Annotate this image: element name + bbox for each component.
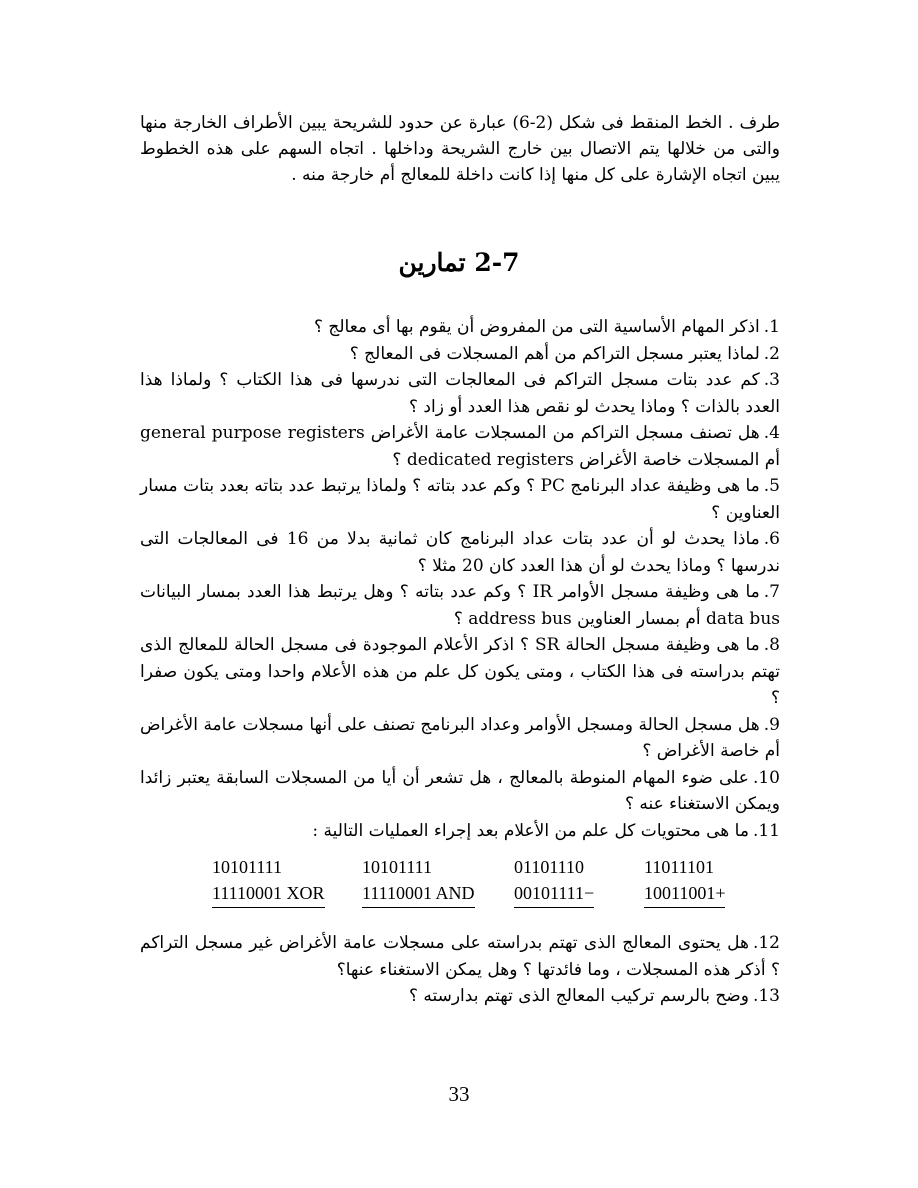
operand-top: 11011101	[644, 857, 714, 877]
exercise-number: .3	[763, 370, 780, 390]
exercise-item	[140, 818, 780, 845]
operand-bottom: 00101111−	[514, 880, 594, 908]
exercise-item	[140, 526, 780, 579]
exercise-item	[140, 420, 780, 473]
exercise-item	[140, 367, 780, 420]
exercise-number: .1	[763, 317, 780, 337]
exercise-number: .2	[763, 343, 780, 364]
exercise-text: هل يحتوى المعالج الذى تهتم بدراسته على مسجلات عامة الأغراض غير مسجل التراكم ؟ أذكر هذه المسجلات ، وما فائدتها ؟ وهل يمكن الاستغناء عنها؟	[140, 933, 780, 980]
exercise-item	[140, 314, 780, 341]
operation-xor	[212, 854, 325, 908]
exercise-item	[140, 632, 780, 712]
exercise-number: .10	[752, 767, 780, 788]
exercise-number: .11	[752, 820, 780, 841]
exercise-number: .4	[763, 423, 780, 443]
exercise-number: .7	[763, 582, 780, 602]
exercise-text: وضح بالرسم تركيب المعالج الذى تهتم بدارسته ؟	[408, 986, 749, 1006]
exercise-number: .5	[763, 476, 780, 496]
operand-top: 01101110	[514, 857, 584, 877]
exercise-text: على ضوء المهام المنوطة بالمعالج ، هل تشعر أن أيا من المسجلات السابقة يعتبر زائدا ويمكن الاستغناء عنه ؟	[140, 767, 780, 814]
operand-bottom: 10011001+	[644, 880, 725, 908]
exercise-number: .8	[763, 635, 780, 655]
operation-subtract	[514, 854, 594, 908]
exercise-item	[140, 579, 780, 632]
exercise-item	[140, 983, 780, 1010]
binary-operations	[212, 854, 772, 912]
exercise-text: هل تصنف مسجل التراكم من المسجلات عامة الأغراض general purpose registers أم المسجلات خاصة الأغراض dedicated registers ؟	[140, 423, 780, 470]
exercise-text: ما هى محتويات كل علم من الأعلام بعد إجراء العمليات التالية :	[312, 820, 749, 841]
section-number: 2-7	[474, 248, 520, 277]
operation-and	[362, 854, 475, 908]
exercise-text: ما هى وظيفة عداد البرنامج PC ؟ وكم عدد بتاته ؟ ولماذا يرتبط عدد بتاته بعدد بتات مسار العناوين ؟	[140, 476, 780, 523]
exercise-number: .6	[763, 529, 780, 549]
exercise-item	[140, 765, 780, 818]
section-heading	[0, 248, 918, 277]
page-number: 33	[448, 1082, 470, 1106]
exercise-text: اذكر المهام الأساسية التى من المفروض أن يقوم بها أى معالج ؟	[313, 317, 760, 337]
exercise-list	[140, 314, 780, 844]
exercise-text: لماذا يعتبر مسجل التراكم من أهم المسجلات فى المعالج ؟	[349, 343, 760, 364]
intro-paragraph: طرف . الخط المنقط فى شكل (2-6) عبارة عن حدود للشريحة يبين الأطراف الخارجة منها والتى من خلالها يتم الاتصال بين خارج الشريحة وداخلها . اتجاه السهم على هذه الخطوط يبين اتجاه الإشارة على كل منها إذا كانت داخلة للمعالج أم خارجة منه .	[140, 113, 780, 185]
exercise-text: كم عدد بتات مسجل التراكم فى المعالجات التى ندرسها فى هذا الكتاب ؟ ولماذا هذا العدد بالذات ؟ وماذا يحدث لو نقص هذا العدد أو زاد ؟	[140, 370, 780, 417]
exercise-text: ما هى وظيفة مسجل الحالة SR ؟ اذكر الأعلام الموجودة فى مسجل الحالة للمعالج الذى تهتم بدراسته فى هذا الكتاب ، ومتى يكون كل علم من هذه الأعلام واحدا ومتى يكون صفرا ؟	[140, 635, 780, 708]
exercise-item	[140, 341, 780, 368]
exercise-list-continued	[140, 930, 780, 1010]
operation-add	[644, 854, 725, 908]
exercise-text: هل مسجل الحالة ومسجل الأوامر وعداد البرنامج تصنف على أنها مسجلات عامة الأغراض أم خاصة الأغراض ؟	[140, 714, 780, 761]
exercise-item	[140, 473, 780, 526]
operand-top: 10101111	[212, 857, 282, 877]
exercise-item	[140, 712, 780, 765]
exercise-text: ما هى وظيفة مسجل الأوامر IR ؟ وكم عدد بتاته ؟ وهل يرتبط هذا العدد بمسار البيانات data bus أم بمسار العناوين address bus ؟	[140, 582, 780, 629]
exercise-number: .13	[752, 986, 780, 1006]
exercise-text: ماذا يحدث لو أن عدد بتات عداد البرنامج كان ثمانية بدلا من 16 فى المعالجات التى ندرسها ؟ وماذا يحدث لو أن هذا العدد كان 20 مثلا ؟	[140, 529, 780, 576]
operand-top: 10101111	[362, 857, 432, 877]
operand-bottom: 11110001 XOR	[212, 880, 325, 908]
operand-bottom: 11110001 AND	[362, 880, 475, 908]
section-title: تمارين	[398, 248, 466, 277]
exercise-item	[140, 930, 780, 983]
exercise-number: .12	[752, 933, 780, 953]
exercise-number: .9	[763, 714, 780, 735]
